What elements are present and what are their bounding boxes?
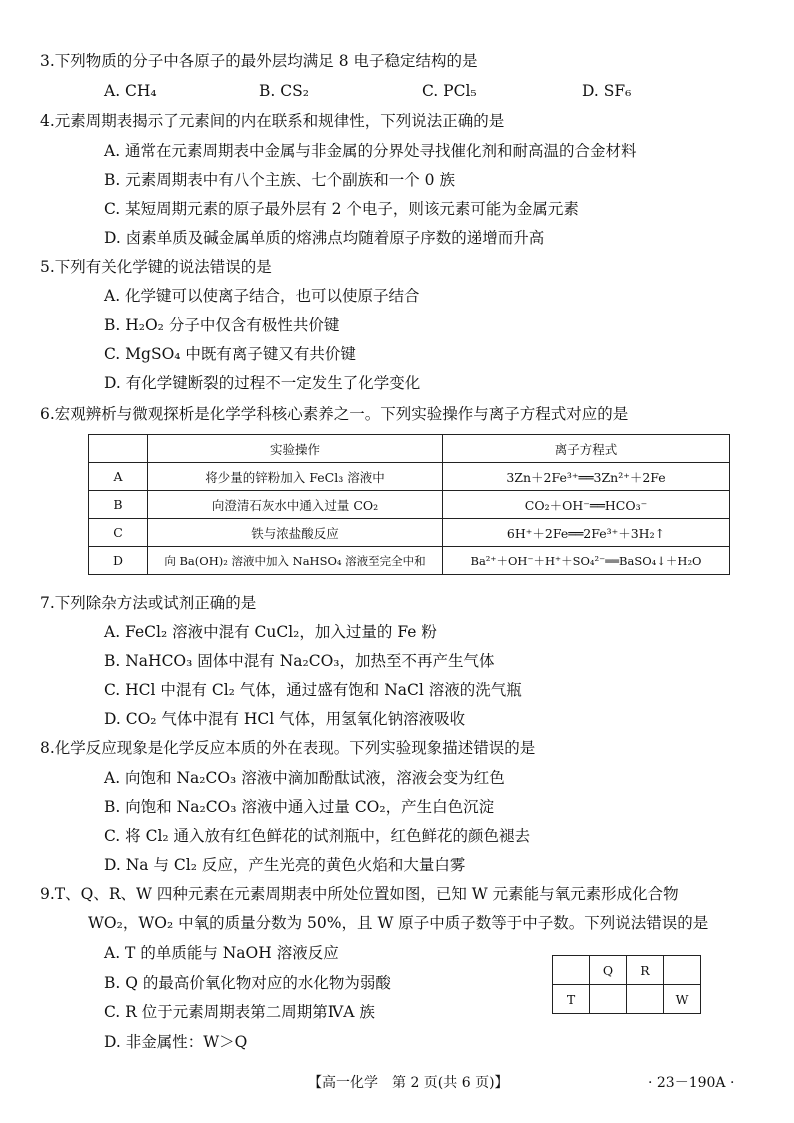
option-a: A. FeCl₂ 溶液中混有 CuCl₂，加入过量的 Fe 粉	[104, 623, 437, 641]
option-c: C. 将 Cl₂ 通入放有红色鲜花的试剂瓶中，红色鲜花的颜色褪去	[104, 827, 531, 845]
option-d: D. 有化学键断裂的过程不一定发生了化学变化	[104, 374, 421, 392]
operation-cell: 将少量的锌粉加入 FeCl₃ 溶液中	[148, 463, 443, 491]
question-9-stem-line-2: WO₂，WO₂ 中氧的质量分数为 50%，且 W 原子中质子数等于中子数。下列说法错误的是	[88, 914, 709, 932]
option-a: A. CH₄	[104, 82, 157, 100]
grid-cell: T	[553, 985, 590, 1014]
table-row	[89, 519, 730, 547]
question-5-stem: 5.下列有关化学键的说法错误的是	[40, 258, 272, 276]
question-3-stem: 3.下列物质的分子中各原子的最外层均满足 8 电子稳定结构的是	[40, 52, 478, 70]
table-header-cell	[89, 435, 148, 463]
equation-cell: CO₂＋OH⁻══HCO₃⁻	[443, 491, 730, 519]
paper-code: · 23－190A ·	[648, 1075, 735, 1091]
grid-cell	[664, 956, 701, 985]
option-c: C. R 位于元素周期表第二周期第ⅣA 族	[104, 1003, 375, 1021]
option-c: C. 某短周期元素的原子最外层有 2 个电子，则该元素可能为金属元素	[104, 200, 579, 218]
option-d: D. 非金属性：W＞Q	[104, 1033, 248, 1051]
ionic-equation-table	[88, 434, 730, 575]
grid-cell: Q	[590, 956, 627, 985]
option-b: B. H₂O₂ 分子中仅含有极性共价键	[104, 316, 340, 334]
option-d: D. Na 与 Cl₂ 反应，产生光亮的黄色火焰和大量白雾	[104, 856, 466, 874]
question-8-stem: 8.化学反应现象是化学反应本质的外在表现。下列实验现象描述错误的是	[40, 739, 536, 757]
grid-cell: R	[627, 956, 664, 985]
option-a: A. 化学键可以使离子结合，也可以使原子结合	[104, 287, 420, 305]
option-a: A. T 的单质能与 NaOH 溶液反应	[104, 944, 339, 962]
page-footer: 【高一化学 第 2 页(共 6 页)】	[308, 1075, 509, 1091]
option-b: B. CS₂	[259, 82, 309, 100]
row-label: A	[89, 463, 148, 491]
option-d: D. CO₂ 气体中混有 HCl 气体，用氢氧化钠溶液吸收	[104, 710, 466, 728]
table-header-cell: 离子方程式	[443, 435, 730, 463]
grid-cell	[553, 956, 590, 985]
operation-cell: 向澄清石灰水中通入过量 CO₂	[148, 491, 443, 519]
table-row	[89, 547, 730, 575]
equation-cell: Ba²⁺＋OH⁻＋H⁺＋SO₄²⁻══BaSO₄↓＋H₂O	[443, 547, 730, 575]
question-6-stem: 6.宏观辨析与微观探析是化学学科核心素养之一。下列实验操作与离子方程式对应的是	[40, 405, 629, 423]
grid-row-top	[553, 956, 701, 985]
option-a: A. 通常在元素周期表中金属与非金属的分界处寻找催化剂和耐高温的合金材料	[104, 142, 637, 160]
option-b: B. NaHCO₃ 固体中混有 Na₂CO₃，加热至不再产生气体	[104, 652, 495, 670]
grid-cell	[590, 985, 627, 1014]
option-b: B. 元素周期表中有八个主族、七个副族和一个 0 族	[104, 171, 455, 189]
question-3-options	[104, 80, 744, 102]
question-4-stem: 4.元素周期表揭示了元素间的内在联系和规律性，下列说法正确的是	[40, 112, 505, 130]
row-label: D	[89, 547, 148, 575]
grid-cell: W	[664, 985, 701, 1014]
option-d: D. 卤素单质及碱金属单质的熔沸点均随着原子序数的递增而升高	[104, 229, 545, 247]
equation-cell: 3Zn＋2Fe³⁺══3Zn²⁺＋2Fe	[443, 463, 730, 491]
row-label: C	[89, 519, 148, 547]
grid-cell	[627, 985, 664, 1014]
option-c: C. MgSO₄ 中既有离子键又有共价键	[104, 345, 356, 363]
periodic-table-fragment	[552, 955, 701, 1014]
table-header-cell: 实验操作	[148, 435, 443, 463]
operation-cell: 向 Ba(OH)₂ 溶液中加入 NaHSO₄ 溶液至完全中和	[148, 547, 443, 575]
row-label: B	[89, 491, 148, 519]
table-row	[89, 491, 730, 519]
operation-cell: 铁与浓盐酸反应	[148, 519, 443, 547]
grid-row-bottom	[553, 985, 701, 1014]
option-a: A. 向饱和 Na₂CO₃ 溶液中滴加酚酞试液，溶液会变为红色	[104, 769, 505, 787]
option-b: B. 向饱和 Na₂CO₃ 溶液中通入过量 CO₂，产生白色沉淀	[104, 798, 495, 816]
question-7-stem: 7.下列除杂方法或试剂正确的是	[40, 594, 257, 612]
question-9-stem-line-1: 9.T、Q、R、W 四种元素在元素周期表中所处位置如图，已知 W 元素能与氧元素形成化合物	[40, 885, 679, 903]
option-c: C. HCl 中混有 Cl₂ 气体，通过盛有饱和 NaCl 溶液的洗气瓶	[104, 681, 522, 699]
option-b: B. Q 的最高价氧化物对应的水化物为弱酸	[104, 974, 391, 992]
option-d: D. SF₆	[582, 82, 632, 100]
table-row	[89, 463, 730, 491]
table-header-row	[89, 435, 730, 463]
option-c: C. PCl₅	[422, 82, 477, 100]
equation-cell: 6H⁺＋2Fe══2Fe³⁺＋3H₂↑	[443, 519, 730, 547]
